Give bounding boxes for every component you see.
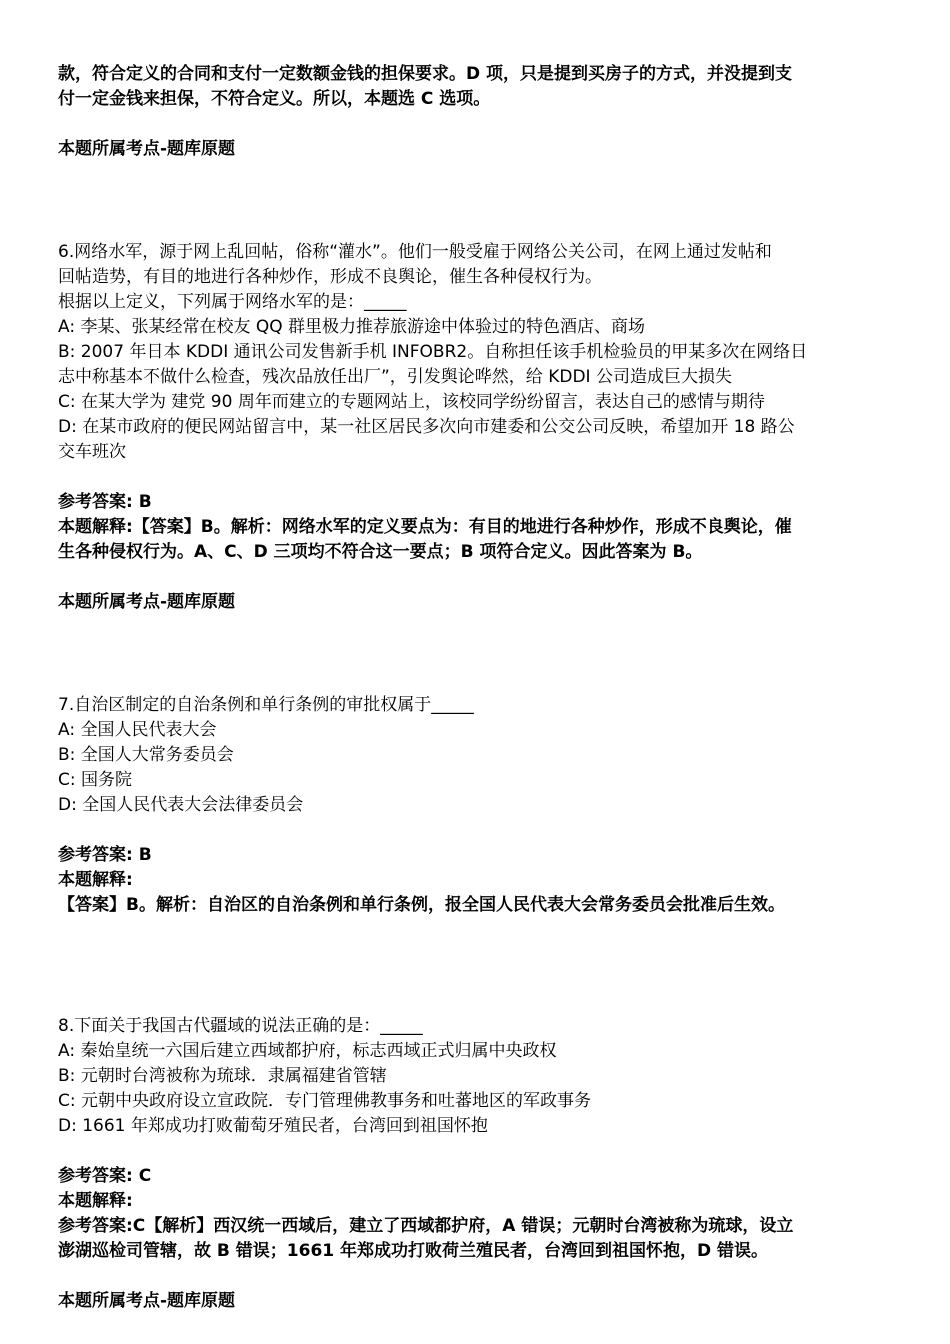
explanation-line: 澎湖巡检司管辖，故 B 错误；1661 年郑成功打败荷兰殖民者，台湾回到祖国怀抱，D 错误。 xyxy=(58,1241,769,1261)
answer: 参考答案: B xyxy=(58,492,152,512)
explanation-line: 参考答案:C【解析】西汉统一西域后，建立了西域都护府，A 错误；元朝时台湾被称为琉球，设立 xyxy=(58,1216,794,1236)
topic-label: 本题所属考点-题库原题 xyxy=(58,139,236,159)
option-b-cont: 志中称基本不做什么检查，残次品放任出厂”，引发舆论哗然，给 KDDI 公司造成巨大损失 xyxy=(58,367,732,387)
option-a: A: 秦始皇统一六国后建立西域都护府，标志西域正式归属中央政权 xyxy=(58,1041,557,1061)
option-c: C: 在某大学为 建党 90 周年而建立的专题网站上，该校同学纷纷留言，表达自己的感情与期待 xyxy=(58,392,765,412)
option-d: D: 1661 年郑成功打败葡萄牙殖民者，台湾回到祖国怀抱 xyxy=(58,1116,488,1136)
prev-explanation xyxy=(58,62,894,112)
answer: 参考答案: C xyxy=(58,1166,152,1186)
answer: 参考答案: B xyxy=(58,845,152,865)
option-d: D: 在某市政府的便民网站留言中，某一社区居民多次向市建委和公交公司反映，希望加开 18 路公 xyxy=(58,417,795,437)
option-b: B: 元朝时台湾被称为琉球．隶属福建省管辖 xyxy=(58,1066,387,1086)
option-b: B: 2007 年日本 KDDI 通讯公司发售新手机 INFOBR2。自称担任该手机检验员的甲某多次在网络日 xyxy=(58,342,808,362)
option-c: C: 国务院 xyxy=(58,770,133,790)
question-stem: 8.下面关于我国古代疆域的说法正确的是：_____ xyxy=(58,1016,423,1036)
topic-label: 本题所属考点-题库原题 xyxy=(58,592,236,612)
question-stem: 回帖造势，有目的地进行各种炒作，形成不良舆论，催生各种侵权行为。 xyxy=(58,267,602,287)
option-b: B: 全国人大常务委员会 xyxy=(58,745,234,765)
topic-label: 本题所属考点-题库原题 xyxy=(58,1291,236,1311)
explanation-line: 【答案】B。解析：自治区的自治条例和单行条例，报全国人民代表大会常务委员会批准后生效。 xyxy=(58,895,785,915)
question-7 xyxy=(58,693,894,918)
explanation-line: 款，符合定义的合同和支付一定数额金钱的担保要求。D 项，只是提到买房子的方式，并没提到支 xyxy=(58,64,793,84)
explanation-line: 本题解释:【答案】B。解析：网络水军的定义要点为：有目的地进行各种炒作，形成不良舆论，催 xyxy=(58,517,792,537)
explanation-label: 本题解释: xyxy=(58,1191,133,1211)
question-8 xyxy=(58,1014,894,1314)
option-c: C: 元朝中央政府设立宣政院．专门管理佛教事务和吐蕃地区的军政事务 xyxy=(58,1091,592,1111)
question-stem: 6.网络水军，源于网上乱回帖，俗称“灌水”。他们一般受雇于网络公关公司，在网上通过发帖和 xyxy=(58,242,772,262)
explanation-label: 本题解释: xyxy=(58,870,133,890)
explanation-line: 付一定金钱来担保，不符合定义。所以，本题选 C 选项。 xyxy=(58,89,491,109)
question-stem: 根据以上定义，下列属于网络水军的是：_____ xyxy=(58,292,407,312)
question-stem: 7.自治区制定的自治条例和单行条例的审批权属于_____ xyxy=(58,695,474,715)
document-page xyxy=(58,62,894,1314)
option-a: A: 李某、张某经常在校友 QQ 群里极力推荐旅游途中体验过的特色酒店、商场 xyxy=(58,317,646,337)
explanation-line: 生各种侵权行为。A、C、D 三项均不符合这一要点；B 项符合定义。因此答案为 B。 xyxy=(58,542,703,562)
option-d: D: 全国人民代表大会法律委员会 xyxy=(58,795,304,815)
question-6 xyxy=(58,240,894,615)
option-d-cont: 交车班次 xyxy=(58,442,126,462)
option-a: A: 全国人民代表大会 xyxy=(58,720,217,740)
